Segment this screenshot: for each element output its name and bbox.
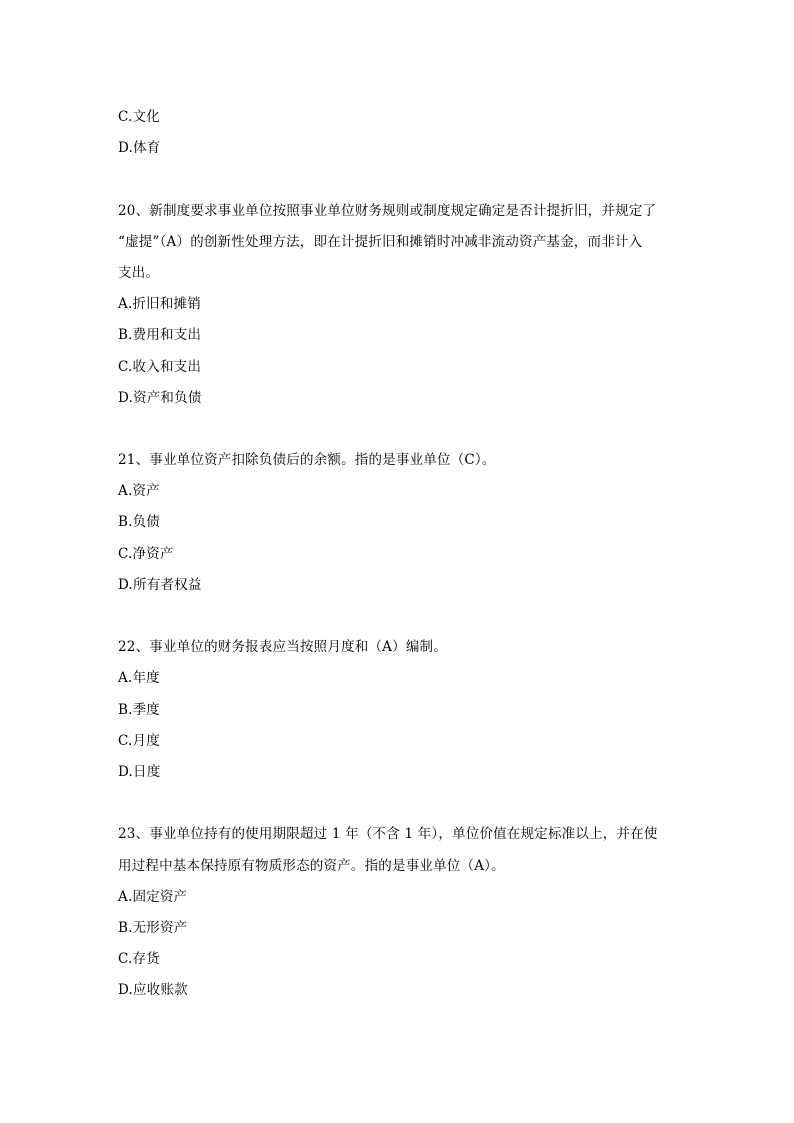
question-21 <box>118 445 678 601</box>
option-c: C.文化 <box>118 109 160 125</box>
option-b: B.季度 <box>118 701 161 718</box>
option-b: B.负债 <box>118 514 161 531</box>
question-line: 用过程中基本保持原有物质形态的资产。指的是事业单位（A）。 <box>118 857 505 874</box>
question-text <box>118 819 678 881</box>
option-a: A.年度 <box>118 670 160 687</box>
option-c: C.月度 <box>118 732 160 749</box>
question-text <box>118 196 678 290</box>
question-text <box>118 445 678 476</box>
spacer <box>118 164 678 195</box>
option-c: C.净资产 <box>118 545 174 562</box>
question-text <box>118 632 678 663</box>
question-23 <box>118 819 678 1006</box>
document-content <box>118 102 678 1006</box>
question-line: 20、新制度要求事业单位按照事业单位财务规则或制度规定确定是否计提折旧，并规定了 <box>118 202 657 219</box>
option-b: B.费用和支出 <box>118 327 202 344</box>
option-d: D.资产和负债 <box>118 389 202 406</box>
question-line: 21、事业单位资产扣除负债后的余额。指的是事业单位（C）。 <box>118 452 496 469</box>
option-d: D.所有者权益 <box>118 576 202 593</box>
spacer <box>118 788 678 819</box>
option-d: D.应收账款 <box>118 982 188 999</box>
prev-question-options <box>118 102 678 164</box>
option-a: A.固定资产 <box>118 888 188 905</box>
spacer <box>118 601 678 632</box>
option-d: D.日度 <box>118 763 161 780</box>
question-22 <box>118 632 678 788</box>
spacer <box>118 414 678 445</box>
option-d: D.体育 <box>118 140 161 157</box>
option-c: C.收入和支出 <box>118 358 202 375</box>
question-line: 23、事业单位持有的使用期限超过 1 年（不含 1 年），单位价值在规定标准以上，并在使 <box>118 826 658 843</box>
question-20 <box>118 196 678 414</box>
option-b: B.无形资产 <box>118 919 188 936</box>
option-a: A.资产 <box>118 483 160 500</box>
question-line: 22、事业单位的财务报表应当按照月度和（A）编制。 <box>118 639 447 656</box>
option-a: A.折旧和摊销 <box>118 296 201 313</box>
question-line: “虚提”（A）的创新性处理方法，即在计提折旧和摊销时冲减非流动资产基金，而非计入 <box>118 233 643 250</box>
question-line: 支出。 <box>118 264 160 281</box>
option-c: C.存货 <box>118 951 160 968</box>
